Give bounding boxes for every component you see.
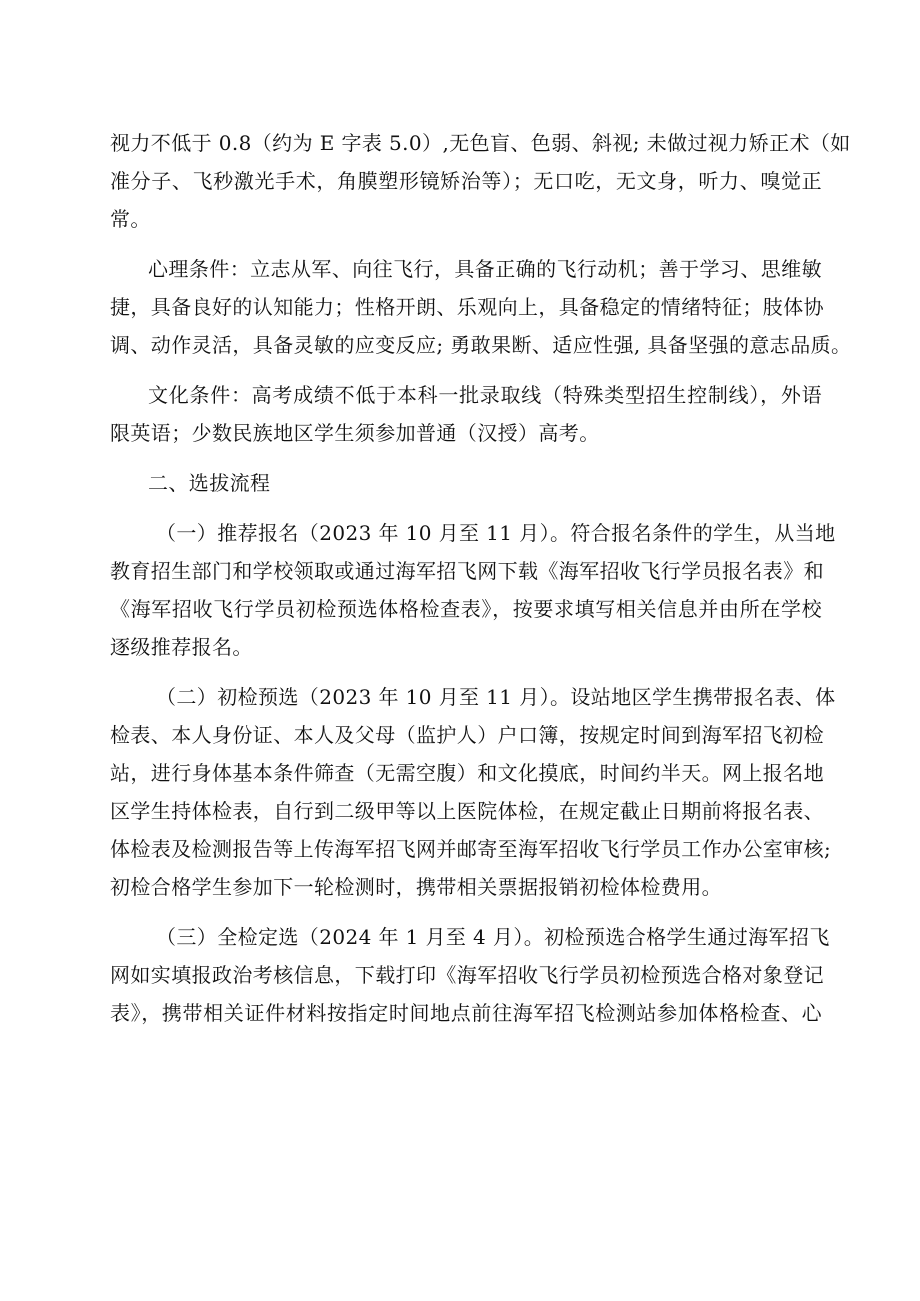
document-body — [110, 124, 852, 1032]
text-line: 区学生持体检表，自行到二级甲等以上医院体检，在规定截止日期前将报名表、 — [110, 799, 824, 823]
text-line: 心理条件：立志从军、向往飞行，具备正确的飞行动机；善于学习、思维敏 — [148, 257, 822, 281]
text-line: 文化条件：高考成绩不低于本科一批录取线（特殊类型招生控制线），外语 — [148, 383, 822, 407]
text-line: 视力不低于 0.8（约为 E 字表 5.0）,无色盲、色弱、斜视; 未做过视力矫正术（如 — [110, 131, 851, 155]
text-line: 体检表及检测报告等上传海军招飞网并邮寄至海军招收飞行学员工作办公室审核; — [110, 837, 832, 861]
paragraph-psychology — [110, 250, 852, 364]
text-line: 教育招生部门和学校领取或通过海军招飞网下载《海军招收飞行学员报名表》和 — [110, 559, 824, 583]
text-line: （一）推荐报名（2023 年 10 月至 11 月）。符合报名条件的学生，从当地 — [156, 521, 836, 545]
text-line: 初检合格学生参加下一轮检测时，携带相关票据报销初检体检费用。 — [110, 875, 722, 899]
text-line: 站，进行身体基本条件筛查（无需空腹）和文化摸底，时间约半天。网上报名地 — [110, 761, 824, 785]
paragraph-culture — [110, 376, 822, 452]
text-line: 网如实填报政治考核信息，下载打印《海军招收飞行学员初检预选合格对象登记 — [110, 963, 824, 987]
text-line: 《海军招收飞行学员初检预选体格检查表》，按要求填写相关信息并由所在学校 — [110, 597, 822, 621]
text-line: 准分子、飞秒激光手术，角膜塑形镜矫治等）；无口吃，无文身，听力、嗅觉正 — [110, 169, 822, 193]
text-line: 限英语；少数民族地区学生须参加普通（汉授）高考。 — [110, 421, 600, 445]
text-line: （三）全检定选（2024 年 1 月至 4 月）。初检预选合格学生通过海军招飞 — [156, 925, 830, 949]
section-heading-text: 二、选拔流程 — [148, 471, 271, 495]
text-line: 捷，具备良好的认知能力；性格开朗、乐观向上，具备稳定的情绪特征；肢体协 — [110, 295, 824, 319]
paragraph-step-1 — [110, 514, 836, 666]
text-line: 调、动作灵活，具备灵敏的应变反应; 勇敢果断、适应性强, 具备坚强的意志品质。 — [110, 333, 852, 357]
paragraph-step-2 — [110, 678, 836, 906]
paragraph-vision — [110, 124, 851, 238]
paragraph-step-3 — [110, 918, 830, 1032]
text-line: （二）初检预选（2023 年 10 月至 11 月）。设站地区学生携带报名表、体 — [156, 685, 836, 709]
text-line: 常。 — [110, 207, 151, 231]
text-line: 表》，携带相关证件材料按指定时间地点前往海军招飞检测站参加体格检查、心 — [110, 1001, 822, 1025]
text-line: 逐级推荐报名。 — [110, 635, 253, 659]
text-line: 检表、本人身份证、本人及父母（监护人）户口簿，按规定时间到海军招飞初检 — [110, 723, 824, 747]
section-heading — [110, 464, 822, 502]
